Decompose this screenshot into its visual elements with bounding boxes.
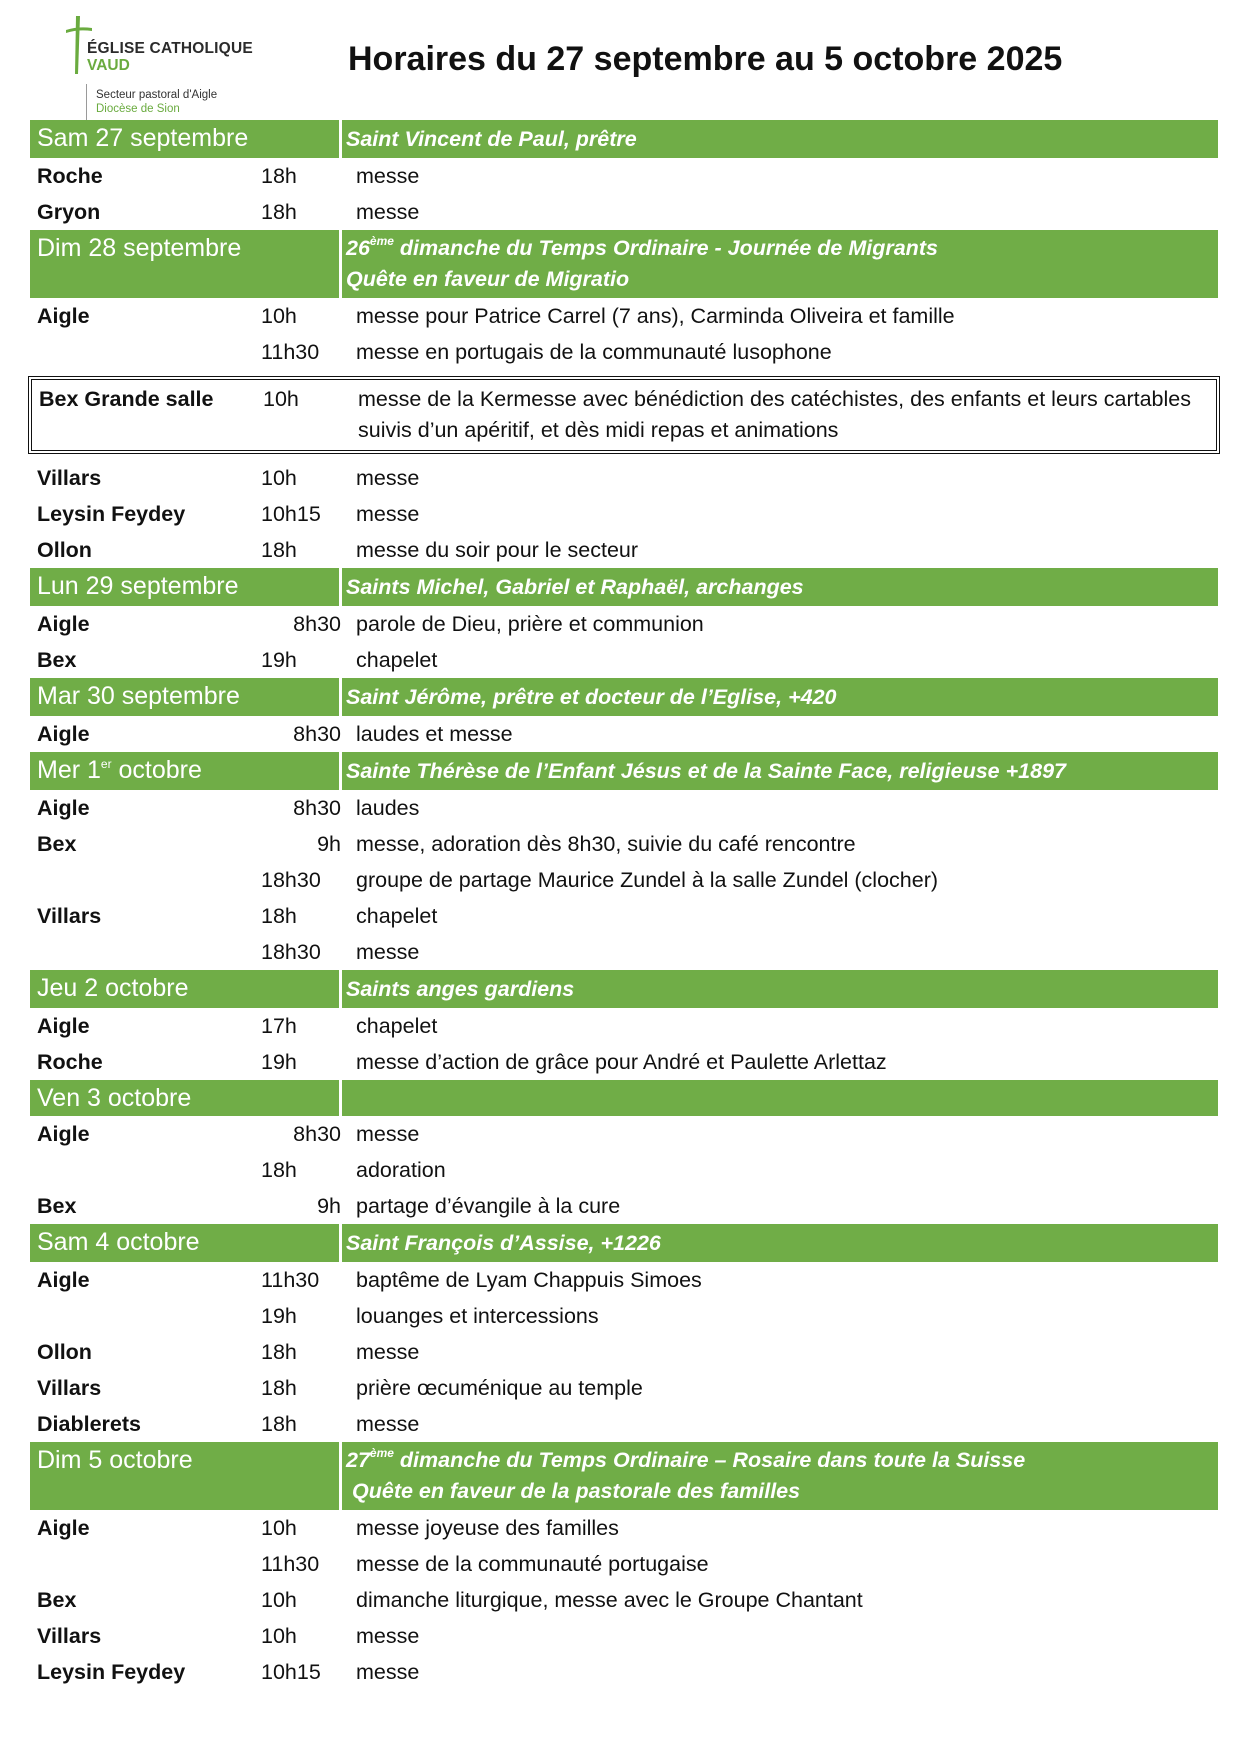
description: messe [356, 1121, 420, 1146]
time: 11h30 [261, 1551, 320, 1576]
schedule-row [30, 1262, 1218, 1298]
schedule-row [30, 158, 1218, 194]
time: 8h30 [293, 795, 341, 820]
day-header [30, 1224, 1218, 1262]
description: chapelet [356, 903, 438, 928]
schedule-row [30, 898, 1218, 934]
description: adoration [356, 1157, 446, 1182]
day-header [30, 1442, 1218, 1510]
feast-line1: dimanche du Temps Ordinaire – Rosaire dans toute la Suisse [393, 1448, 1026, 1472]
day-name: Dim 5 octobre [37, 1446, 193, 1474]
day-name: Dim 28 septembre [37, 234, 242, 262]
divider [339, 752, 342, 790]
divider [339, 1080, 342, 1116]
place: Villars [37, 1623, 102, 1648]
logo-region: VAUD [87, 57, 130, 74]
description: messe [356, 1339, 420, 1364]
description: messe [356, 465, 420, 490]
description: laudes et messe [356, 721, 513, 746]
time: 18h [261, 199, 297, 224]
schedule-row [30, 1152, 1218, 1188]
feast: Saint Jérôme, prêtre et docteur de l’Eglise, +420 [346, 685, 837, 709]
description: messe de la communauté portugaise [356, 1551, 709, 1576]
description: partage d’évangile à la cure [356, 1193, 621, 1218]
schedule-row [30, 334, 1218, 370]
place: Roche [37, 163, 103, 188]
day-name: Ven 3 octobre [37, 1084, 192, 1112]
time: 10h15 [261, 501, 321, 526]
feast: Sainte Thérèse de l’Enfant Jésus et de la Sainte Face, religieuse +1897 [346, 759, 1066, 783]
schedule-row [30, 194, 1218, 230]
feast: Saint François d’Assise, +1226 [346, 1231, 661, 1255]
place: Aigle [37, 721, 90, 746]
schedule-row [30, 642, 1218, 678]
place: Aigle [37, 1267, 90, 1292]
feast-number: 26 [346, 236, 370, 260]
schedule-row [30, 1618, 1218, 1654]
description: messe [356, 163, 420, 188]
schedule-row [30, 298, 1218, 334]
time: 18h [261, 1375, 297, 1400]
description: messe [356, 501, 420, 526]
place: Leysin Feydey [37, 501, 186, 526]
description: messe de la Kermesse avec bénédiction des catéchistes, des enfants et leurs cartables suivis d’un apéritif, et dès midi repas et animations [358, 387, 1191, 442]
time: 18h30 [261, 939, 321, 964]
time: 18h [261, 163, 297, 188]
place: Ollon [37, 537, 92, 562]
divider [339, 678, 342, 716]
place: Roche [37, 1049, 103, 1074]
schedule-row [30, 532, 1218, 568]
feast: Saint Vincent de Paul, prêtre [346, 127, 637, 151]
description: parole de Dieu, prière et communion [356, 611, 704, 636]
description: messe [356, 1623, 420, 1648]
place: Aigle [37, 1515, 90, 1540]
schedule-row [30, 1406, 1218, 1442]
day-header [30, 1080, 1218, 1116]
day-header [30, 120, 1218, 158]
description: chapelet [356, 1013, 438, 1038]
description: messe [356, 199, 420, 224]
place: Gryon [37, 199, 101, 224]
place: Bex [37, 831, 77, 856]
divider [339, 568, 342, 606]
day-name: Jeu 2 octobre [37, 974, 189, 1002]
schedule-row [30, 1546, 1218, 1582]
schedule [30, 120, 1218, 1690]
place: Leysin Feydey [37, 1659, 186, 1684]
schedule-row [30, 1334, 1218, 1370]
place: Bex [37, 1587, 77, 1612]
divider [339, 230, 342, 298]
time: 9h [317, 831, 341, 856]
time: 11h30 [261, 339, 320, 364]
time: 19h [261, 1049, 297, 1074]
time: 10h [261, 465, 297, 490]
schedule-row [30, 606, 1218, 642]
time: 10h [261, 1587, 297, 1612]
place: Villars [37, 1375, 102, 1400]
time: 11h30 [261, 1267, 320, 1292]
description: messe pour Patrice Carrel (7 ans), Carminda Oliveira et famille [356, 303, 955, 328]
place: Aigle [37, 611, 90, 636]
description: messe du soir pour le secteur [356, 537, 639, 562]
time: 8h30 [293, 1121, 341, 1146]
logo-name: ÉGLISE CATHOLIQUE [87, 40, 253, 57]
schedule-row [30, 460, 1218, 496]
day-header [30, 752, 1218, 790]
logo-diocese: Diocèse de Sion [96, 103, 180, 115]
time: 8h30 [293, 721, 341, 746]
description: groupe de partage Maurice Zundel à la salle Zundel (clocher) [356, 867, 939, 892]
time: 18h [261, 1157, 297, 1182]
place: Villars [37, 903, 102, 928]
feast-line2: Quête en faveur de Migratio [346, 267, 630, 291]
description: messe, adoration dès 8h30, suivie du café rencontre [356, 831, 856, 856]
schedule-row [30, 496, 1218, 532]
logo-divider [86, 84, 87, 124]
schedule-row [30, 862, 1218, 898]
day-header [30, 678, 1218, 716]
feast-number: 27 [346, 1448, 370, 1472]
schedule-row [30, 1654, 1218, 1690]
time: 18h [261, 903, 297, 928]
description: laudes [356, 795, 420, 820]
day-name: Mar 30 septembre [37, 682, 240, 710]
schedule-row [30, 1298, 1218, 1334]
place: Villars [37, 465, 102, 490]
description: messe en portugais de la communauté lusophone [356, 339, 832, 364]
day-header [30, 970, 1218, 1008]
time: 17h [261, 1013, 297, 1038]
place: Aigle [37, 1121, 90, 1146]
divider [339, 970, 342, 1008]
day-name [37, 756, 202, 785]
place: Ollon [37, 1339, 92, 1364]
feast: Saints anges gardiens [346, 977, 575, 1001]
feast-sup: ème [369, 234, 394, 248]
divider [339, 1224, 342, 1262]
day-header [30, 568, 1218, 606]
time: 19h [261, 647, 297, 672]
time: 18h30 [261, 867, 321, 892]
place: Aigle [37, 1013, 90, 1038]
day-name-sup: er [100, 757, 112, 771]
highlighted-event [28, 376, 1220, 454]
place: Bex Grande salle [39, 387, 214, 411]
day-name: Lun 29 septembre [37, 572, 239, 600]
schedule-row [30, 1116, 1218, 1152]
time: 8h30 [293, 611, 341, 636]
schedule-row [30, 1008, 1218, 1044]
feast: Saints Michel, Gabriel et Raphaël, archanges [346, 575, 804, 599]
schedule-row [30, 1044, 1218, 1080]
divider [339, 1442, 342, 1510]
schedule-row [30, 1582, 1218, 1618]
time: 19h [261, 1303, 297, 1328]
time: 10h [261, 1515, 297, 1540]
feast-line2: Quête en faveur de la pastorale des familles [352, 1479, 801, 1503]
day-name: Sam 4 octobre [37, 1228, 200, 1256]
description: messe [356, 939, 420, 964]
schedule-row [30, 1188, 1218, 1224]
time: 10h [263, 387, 299, 411]
description: prière œcuménique au temple [356, 1375, 643, 1400]
schedule-row [30, 934, 1218, 970]
description: louanges et intercessions [356, 1303, 599, 1328]
time: 18h [261, 1339, 297, 1364]
schedule-row [30, 1510, 1218, 1546]
description: dimanche liturgique, messe avec le Groupe Chantant [356, 1587, 863, 1612]
feast-line1: dimanche du Temps Ordinaire - Journée de Migrants [393, 236, 938, 260]
feast [346, 1080, 1218, 1086]
schedule-row [30, 1370, 1218, 1406]
time: 18h [261, 537, 297, 562]
description: messe joyeuse des familles [356, 1515, 619, 1540]
time: 18h [261, 1411, 297, 1436]
time: 10h15 [261, 1659, 321, 1684]
time: 9h [317, 1193, 341, 1218]
day-header [30, 230, 1218, 298]
day-name-pre: Mer 1 [37, 756, 101, 784]
logo [62, 14, 282, 124]
schedule-row [30, 790, 1218, 826]
description: messe d’action de grâce pour André et Paulette Arlettaz [356, 1049, 887, 1074]
place: Bex [37, 647, 77, 672]
day-name-post: octobre [111, 756, 202, 784]
description: baptême de Lyam Chappuis Simoes [356, 1267, 702, 1292]
description: chapelet [356, 647, 438, 672]
description: messe [356, 1411, 420, 1436]
schedule-row [30, 716, 1218, 752]
feast [346, 1442, 1218, 1510]
place: Aigle [37, 303, 90, 328]
time: 10h [261, 1623, 297, 1648]
place: Aigle [37, 795, 90, 820]
schedule-row [30, 826, 1218, 862]
feast [346, 230, 1218, 298]
day-name: Sam 27 septembre [37, 124, 249, 152]
logo-sector: Secteur pastoral d'Aigle [96, 89, 218, 101]
place: Bex [37, 1193, 77, 1218]
description: messe [356, 1659, 420, 1684]
place: Diablerets [37, 1411, 141, 1436]
feast-sup: ème [369, 1446, 394, 1460]
page-title: Horaires du 27 septembre au 5 octobre 2025 [348, 40, 1063, 78]
divider [339, 120, 342, 158]
time: 10h [261, 303, 297, 328]
